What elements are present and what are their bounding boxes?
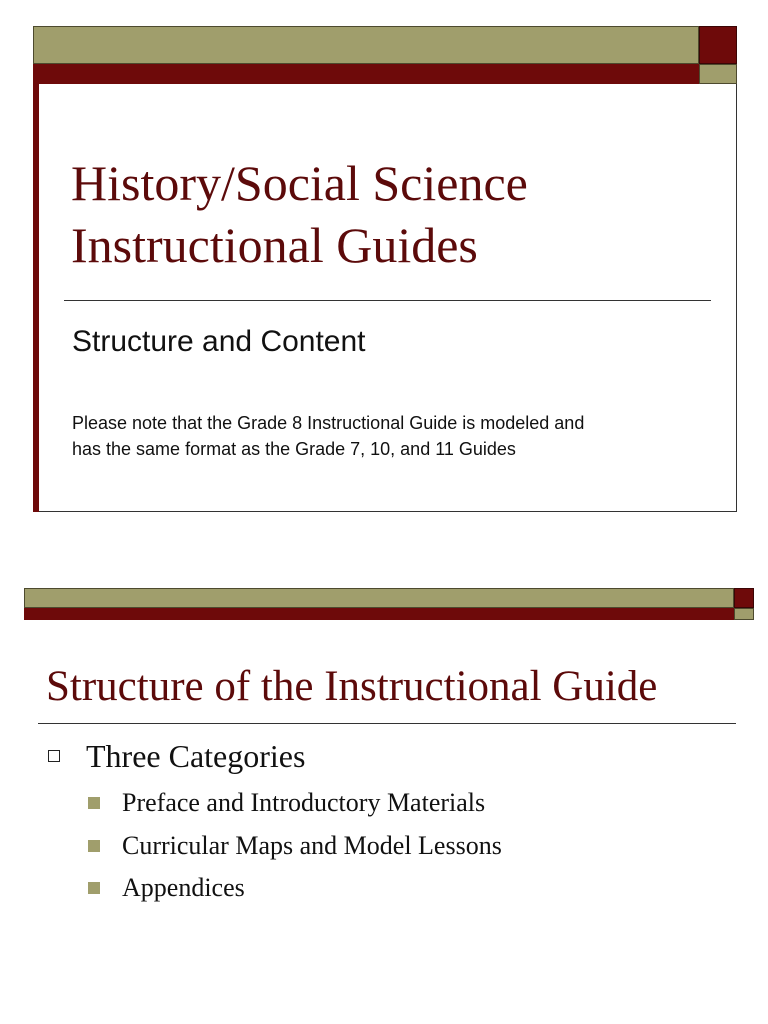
- olive-square-bullet-icon: [88, 882, 100, 894]
- header-red-bar: [33, 64, 699, 84]
- title-divider: [38, 723, 736, 724]
- format-note: [72, 410, 712, 462]
- hollow-square-bullet-icon: [48, 750, 60, 762]
- format-note-line-2: has the same format as the Grade 7, 10, and 11 Guides: [72, 439, 516, 459]
- slide-subtitle: Structure and Content: [72, 325, 366, 358]
- header-olive-bar: [33, 26, 699, 64]
- list-item-text: Preface and Introductory Materials: [122, 788, 486, 818]
- bullet-text: Three Categories: [86, 738, 306, 774]
- slide-title: [71, 152, 711, 276]
- header-red-square: [699, 26, 737, 64]
- list-item: [88, 782, 502, 825]
- header-olive-square: [699, 64, 737, 84]
- header-olive-bar: [24, 588, 734, 608]
- slide-title-line-1: History/Social Science: [71, 155, 528, 211]
- list-item-text: Appendices: [122, 873, 245, 903]
- left-accent-stripe: [33, 84, 39, 512]
- list-item: [88, 867, 502, 910]
- olive-square-bullet-icon: [88, 797, 100, 809]
- olive-square-bullet-icon: [88, 840, 100, 852]
- header-olive-square: [734, 608, 754, 620]
- header-red-bar: [24, 608, 734, 620]
- list-item: [88, 825, 502, 868]
- slide-title: Structure of the Instructional Guide: [46, 663, 658, 710]
- format-note-line-1: Please note that the Grade 8 Instructional Guide is modeled and: [72, 413, 585, 433]
- slide-title-line-2: Instructional Guides: [71, 217, 478, 273]
- title-divider: [64, 300, 711, 301]
- bullet-item: [48, 736, 305, 776]
- header-red-square: [734, 588, 754, 608]
- sub-bullet-list: [88, 782, 502, 910]
- list-item-text: Curricular Maps and Model Lessons: [122, 830, 502, 860]
